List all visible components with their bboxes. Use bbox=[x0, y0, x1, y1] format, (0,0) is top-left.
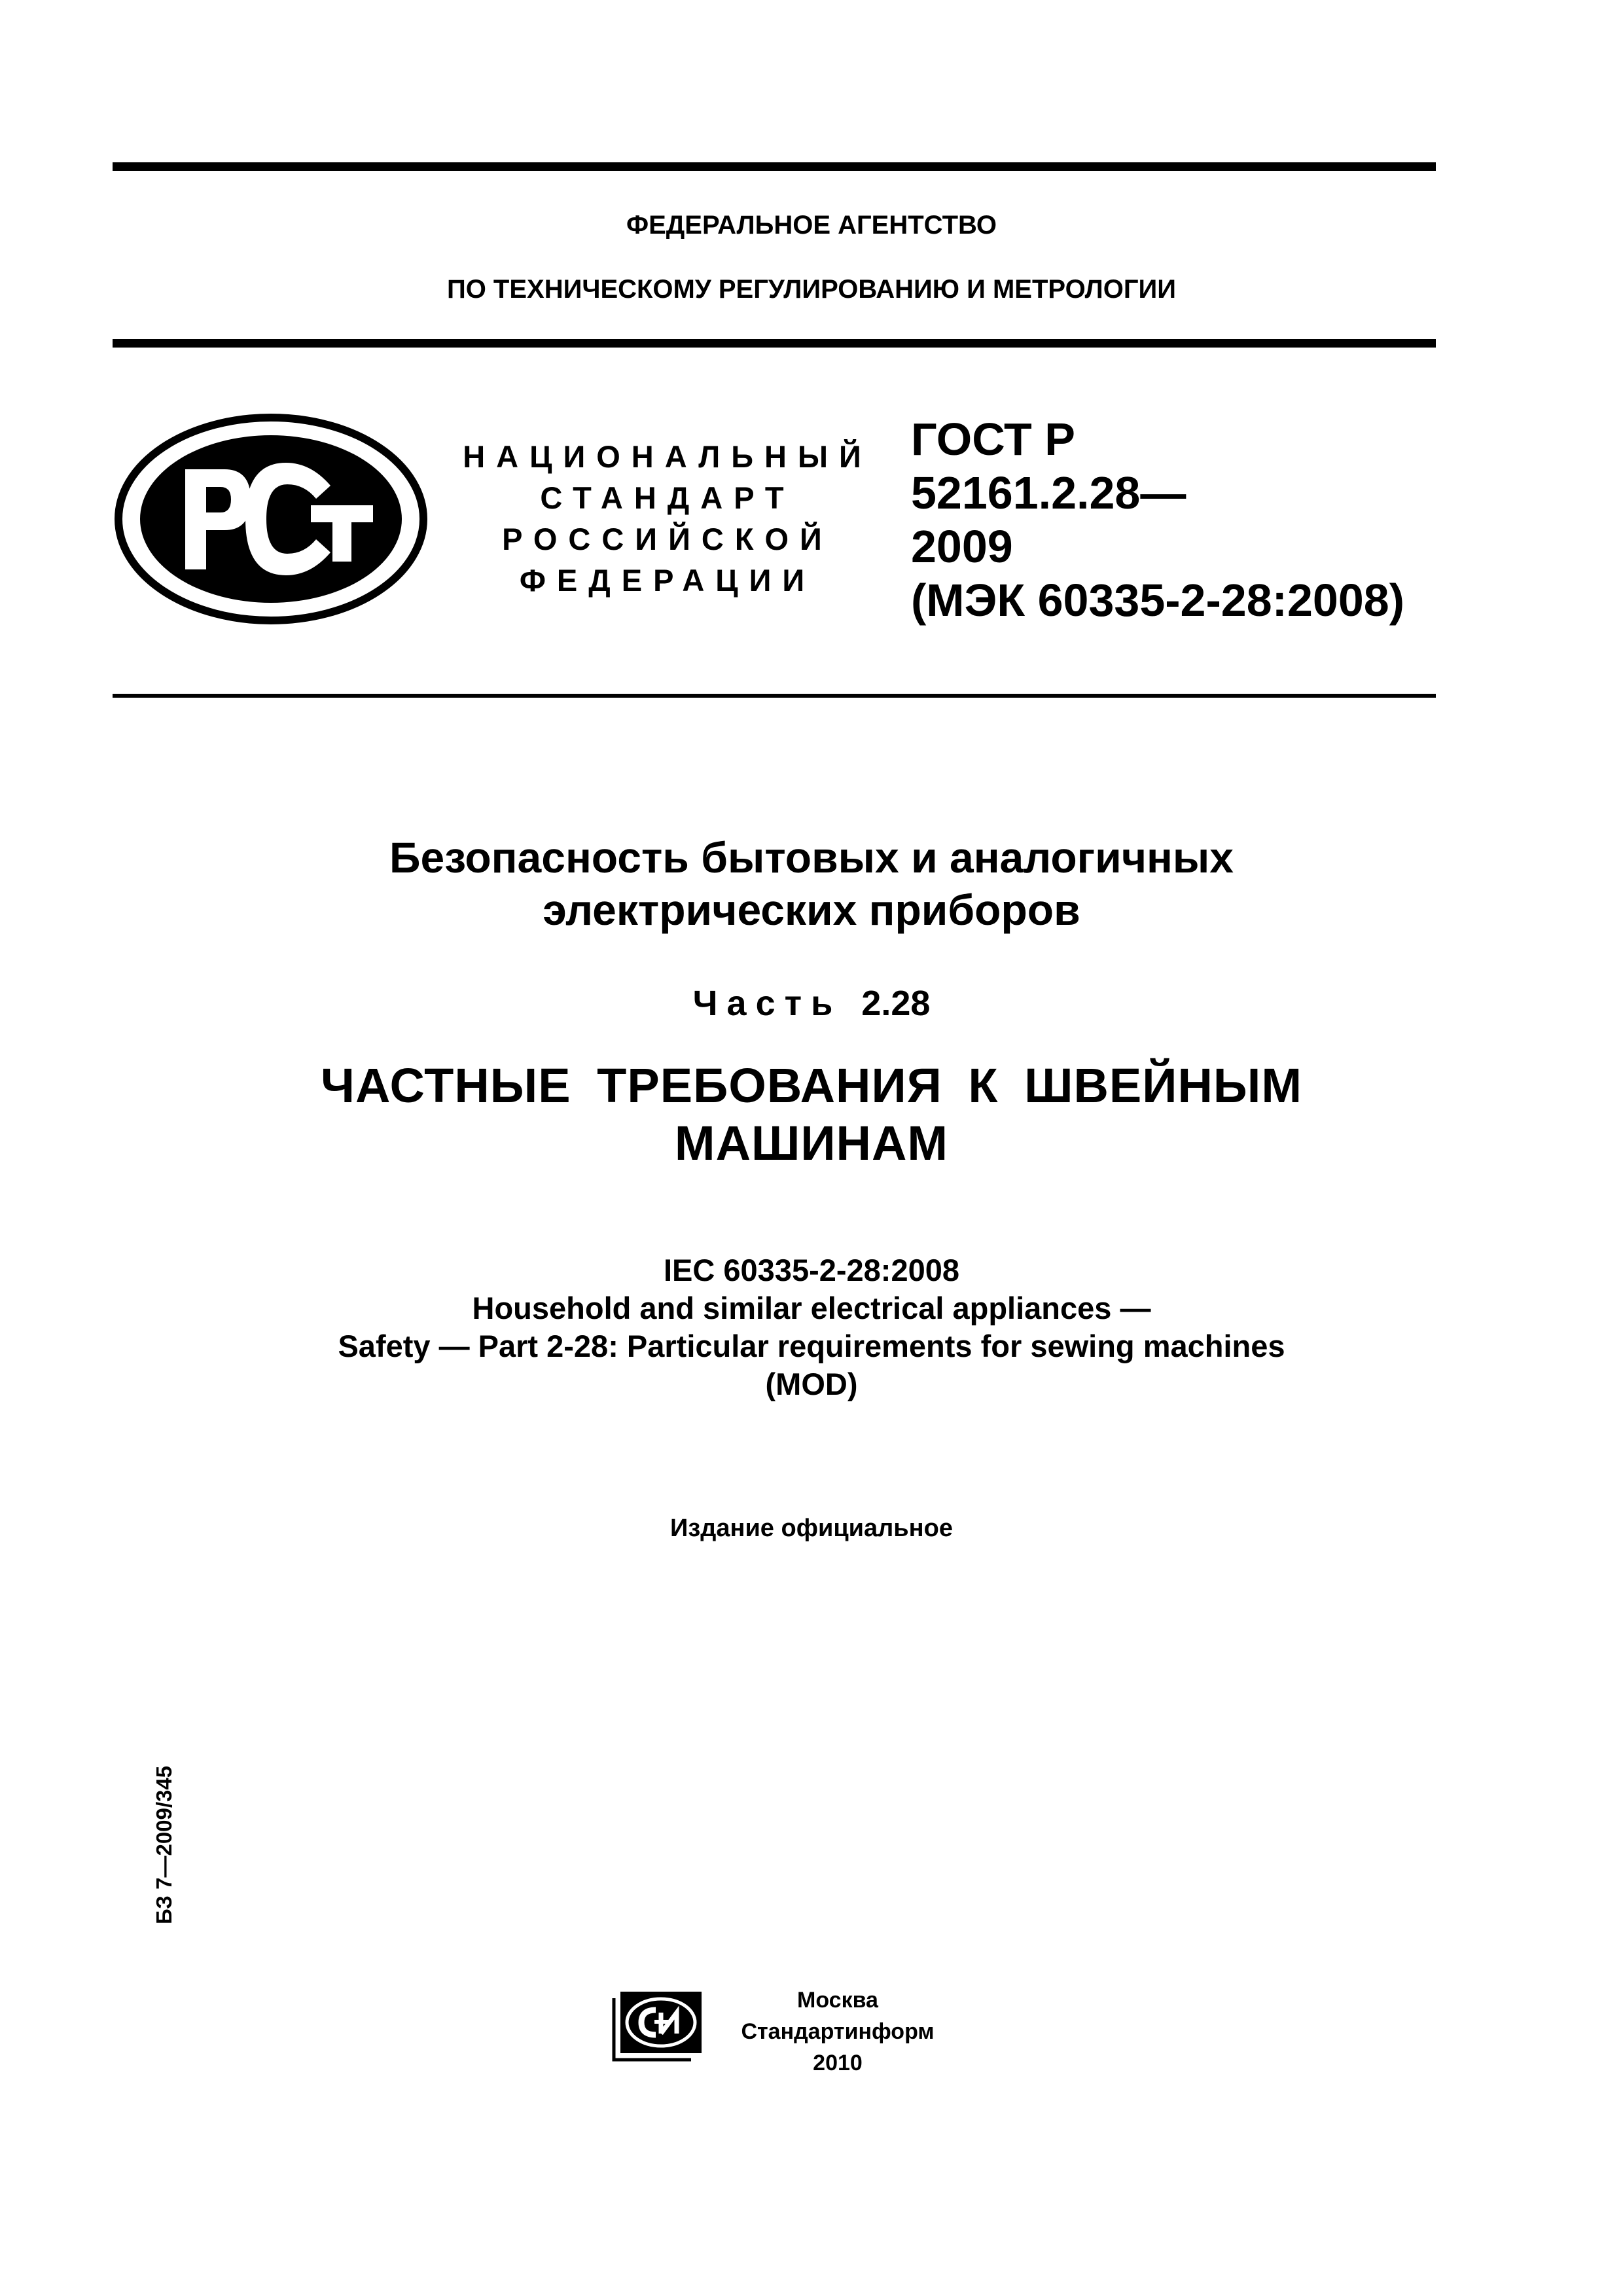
national-line: РОССИЙСКОЙ bbox=[502, 522, 833, 556]
gost-line: 2009 bbox=[911, 521, 1013, 572]
rst-emblem-icon bbox=[115, 414, 427, 624]
national-line: СТАНДАРТ bbox=[540, 480, 795, 515]
part-number: 2.28 bbox=[861, 984, 931, 1023]
agency-name-line2: ПО ТЕХНИЧЕСКОМУ РЕГУЛИРОВАНИЮ И МЕТРОЛОГИИ bbox=[446, 275, 1177, 304]
part-label bbox=[0, 983, 1623, 1024]
edition-label: Издание официальное bbox=[670, 1515, 953, 1542]
publisher-info bbox=[726, 1984, 949, 2079]
agency-name-line1: ФЕДЕРАЛЬНОЕ АГЕНТСТВО bbox=[626, 211, 997, 240]
gost-line: ГОСТ Р bbox=[911, 414, 1075, 465]
subtitle-line: МАШИНАМ bbox=[674, 1116, 949, 1170]
iec-line: Safety — Part 2-28: Particular requirements for sewing machines bbox=[338, 1329, 1285, 1363]
header-rule bbox=[113, 339, 1436, 348]
title-line: электрических приборов bbox=[543, 886, 1080, 934]
subtitle-line: ЧАСТНЫЕ ТРЕБОВАНИЯ К ШВЕЙНЫМ bbox=[320, 1058, 1303, 1113]
publisher-year: 2010 bbox=[813, 2051, 863, 2075]
designation-rule bbox=[113, 694, 1436, 698]
iec-line: Household and similar electrical appliances — bbox=[472, 1291, 1151, 1325]
document-title bbox=[0, 831, 1623, 936]
standartinform-logo-icon bbox=[609, 1986, 707, 2065]
iec-reference bbox=[0, 1251, 1623, 1403]
top-rule bbox=[113, 162, 1436, 171]
national-standard-label bbox=[458, 436, 877, 601]
gost-line: (МЭК 60335-2-28:2008) bbox=[911, 575, 1405, 626]
publisher-city: Москва bbox=[797, 1988, 878, 2013]
part-word: Часть bbox=[692, 984, 842, 1023]
iec-line: IEC 60335-2-28:2008 bbox=[663, 1253, 960, 1287]
iec-line: (MOD) bbox=[765, 1367, 858, 1401]
title-line: Безопасность бытовых и аналогичных bbox=[389, 833, 1234, 882]
gost-line: 52161.2.28— bbox=[911, 467, 1186, 518]
side-stamp: БЗ 7—2009/345 bbox=[152, 1765, 176, 1924]
national-line: ФЕДЕРАЦИИ bbox=[519, 563, 816, 598]
gost-designation bbox=[911, 412, 1448, 627]
document-subtitle bbox=[0, 1057, 1623, 1172]
national-line: НАЦИОНАЛЬНЫЙ bbox=[463, 439, 872, 474]
publisher-name: Стандартинформ bbox=[741, 2019, 935, 2044]
